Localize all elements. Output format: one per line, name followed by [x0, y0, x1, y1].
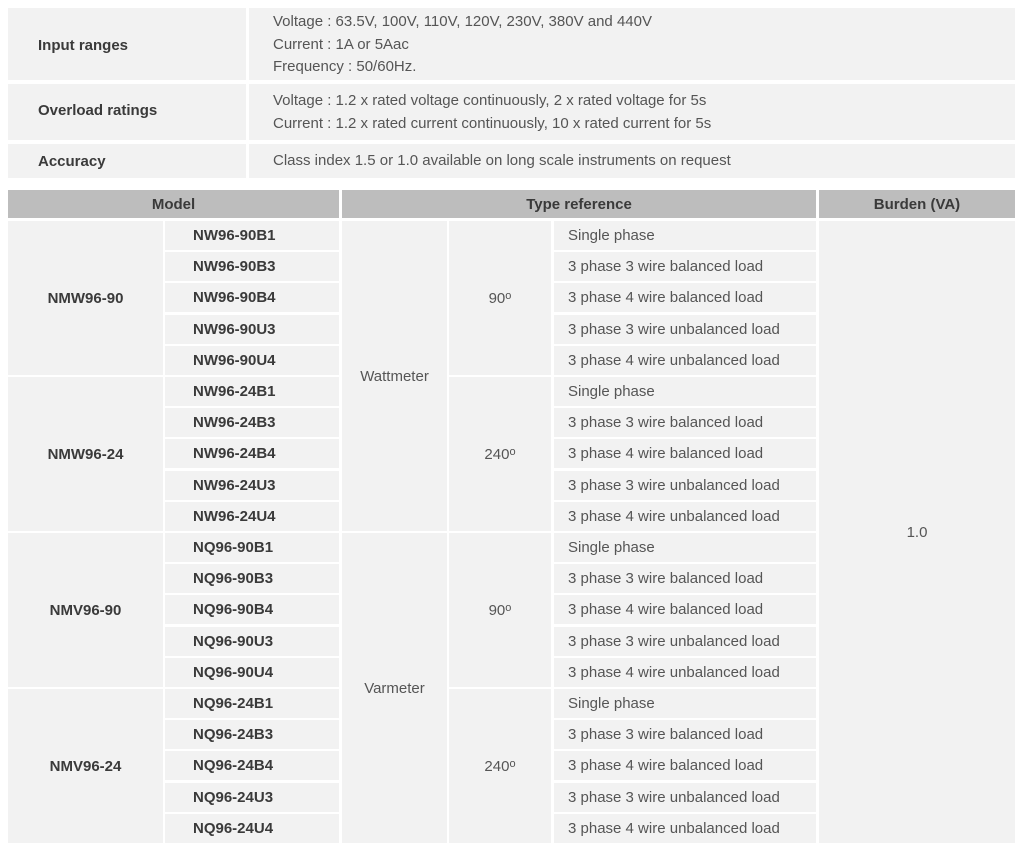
type-description-cell: 3 phase 3 wire unbalanced load [554, 315, 816, 344]
angle-value: 90 [488, 601, 506, 619]
type-description-cell: Single phase [554, 689, 816, 718]
spec-label: Accuracy [38, 153, 106, 170]
angle-cell [449, 689, 551, 843]
type-description-cell: Single phase [554, 533, 816, 562]
model-code-cell: NW96-24U4 [165, 502, 339, 531]
degree-symbol: o [509, 758, 516, 770]
type-description-cell: 3 phase 3 wire balanced load [554, 252, 816, 281]
spec-line: Frequency : 50/60Hz. [273, 58, 417, 75]
model-code-cell: NW96-90B4 [165, 283, 339, 312]
degree-symbol: o [509, 446, 516, 458]
model-code-cell: NQ96-24B1 [165, 689, 339, 718]
model-code-cell: NW96-90U3 [165, 315, 339, 344]
header-burden: Burden (VA) [819, 190, 1015, 218]
model-code-cell: NW96-24B4 [165, 439, 339, 468]
header-model: Model [8, 190, 339, 218]
degree-symbol: o [505, 290, 512, 302]
model-code-cell: NW96-90B1 [165, 221, 339, 250]
type-description-cell: 3 phase 4 wire balanced load [554, 595, 816, 624]
spec-line: Class index 1.5 or 1.0 available on long scale instruments on request [273, 152, 731, 169]
angle-cell [449, 221, 551, 375]
model-code-cell: NQ96-90U3 [165, 627, 339, 656]
type-description-cell: Single phase [554, 221, 816, 250]
model-code-cell: NW96-90B3 [165, 252, 339, 281]
model-group-cell: NMW96-90 [8, 221, 163, 375]
model-code-cell: NQ96-90B1 [165, 533, 339, 562]
meter-type-cell: Varmeter [342, 533, 447, 843]
model-code-cell: NQ96-24U4 [165, 814, 339, 843]
spec-label: Overload ratings [38, 102, 158, 119]
type-description-cell: 3 phase 4 wire balanced load [554, 283, 816, 312]
spec-values [246, 84, 1015, 140]
spec-values [246, 144, 1015, 178]
model-group-cell: NMV96-24 [8, 689, 163, 843]
burden-value-cell: 1.0 [819, 221, 1015, 843]
model-code-cell: NQ96-24B3 [165, 720, 339, 749]
angle-cell [449, 377, 551, 531]
spec-line: Voltage : 1.2 x rated voltage continuously, 2 x rated voltage for 5s [273, 92, 707, 109]
spec-row-overload-ratings [8, 84, 1015, 140]
type-description-cell: 3 phase 3 wire balanced load [554, 720, 816, 749]
spec-label: Input ranges [38, 37, 129, 54]
type-description-cell: 3 phase 4 wire unbalanced load [554, 502, 816, 531]
angle-value: 240 [484, 445, 510, 463]
spec-line: Current : 1A or 5Aac [273, 36, 409, 53]
model-code-cell: NQ96-90B4 [165, 595, 339, 624]
type-description-cell: 3 phase 3 wire unbalanced load [554, 627, 816, 656]
header-type-reference: Type reference [342, 190, 816, 218]
model-code-cell: NQ96-24B4 [165, 751, 339, 780]
model-code-cell: NW96-24B3 [165, 408, 339, 437]
type-description-cell: 3 phase 3 wire unbalanced load [554, 471, 816, 500]
model-code-cell: NW96-90U4 [165, 346, 339, 375]
spec-line: Voltage : 63.5V, 100V, 110V, 120V, 230V, 380V and 440V [273, 13, 652, 30]
angle-value: 90 [488, 289, 506, 307]
spec-row-accuracy [8, 144, 1015, 178]
type-description-cell: 3 phase 3 wire unbalanced load [554, 783, 816, 812]
angle-value: 240 [484, 757, 510, 775]
type-description-cell: 3 phase 4 wire unbalanced load [554, 658, 816, 687]
model-code-cell: NW96-24B1 [165, 377, 339, 406]
spec-row-input-ranges [8, 8, 1015, 80]
type-description-cell: 3 phase 4 wire balanced load [554, 751, 816, 780]
model-group-cell: NMV96-90 [8, 533, 163, 687]
type-description-cell: Single phase [554, 377, 816, 406]
spec-line: Current : 1.2 x rated current continuously, 10 x rated current for 5s [273, 115, 712, 132]
meter-type-cell: Wattmeter [342, 221, 447, 531]
type-description-cell: 3 phase 3 wire balanced load [554, 408, 816, 437]
model-code-cell: NQ96-90U4 [165, 658, 339, 687]
type-description-cell: 3 phase 3 wire balanced load [554, 564, 816, 593]
model-code-cell: NQ96-24U3 [165, 783, 339, 812]
type-description-cell: 3 phase 4 wire unbalanced load [554, 814, 816, 843]
degree-symbol: o [505, 602, 512, 614]
model-code-cell: NW96-24U3 [165, 471, 339, 500]
model-group-cell: NMW96-24 [8, 377, 163, 531]
spec-values [246, 8, 1015, 80]
angle-cell [449, 533, 551, 687]
type-description-cell: 3 phase 4 wire unbalanced load [554, 346, 816, 375]
type-description-cell: 3 phase 4 wire balanced load [554, 439, 816, 468]
model-code-cell: NQ96-90B3 [165, 564, 339, 593]
